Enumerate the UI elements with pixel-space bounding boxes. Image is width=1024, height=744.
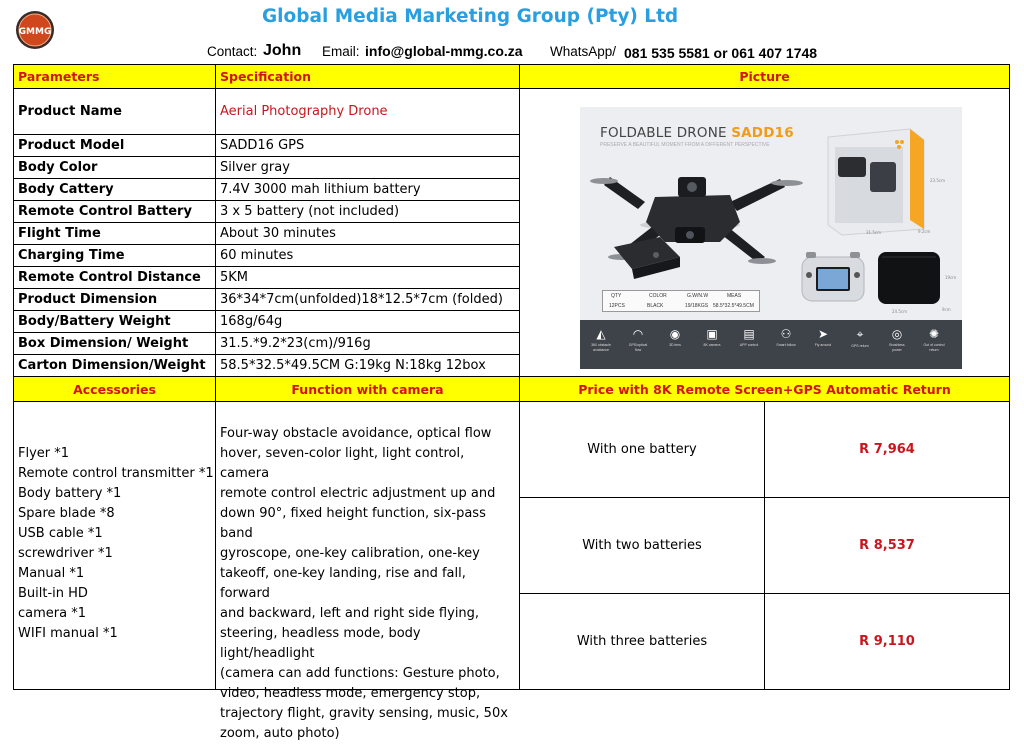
photo-title: FOLDABLE DRONE SADD16 [600,125,794,141]
accessory-item: camera *1 [18,606,86,621]
photo-subtitle: PRESERVE A BEAUTIFUL MOMENT FROM A DIFFERENT PERSPECTIVE [600,142,770,148]
spec-remote-battery: 3 x 5 battery (not included) [215,200,520,223]
param-product-model: Product Model [13,134,216,157]
obstacle-icon: ◭ 360 obstacle avoidance [591,327,611,352]
light-icon: ✺ Out of control return [923,327,945,352]
feature-strip [580,320,962,369]
header-function: Function with camera [215,376,520,402]
function-line: down 90°, fixed height function, six-pass band [220,506,486,541]
accessory-item: Manual *1 [18,566,85,581]
spec-remote-distance: 5KM [215,266,520,289]
dim-label: 24.5cm [892,309,908,314]
contact-label: Contact: [207,44,258,59]
function-line: and backward, left and right side flying, [220,606,480,621]
logo-text: GMMG [18,27,52,37]
spec-carton-dimension: 58.5*32.5*49.5CM G:19kg N:18kg 12box [215,354,520,377]
param-body-color: Body Color [13,156,216,179]
spec-body-battery: 7.4V 3000 mah lithium battery [215,178,520,201]
spec-flight-time: About 30 minutes [215,222,520,245]
price-option-label: With three batteries [519,593,765,690]
header-picture: Picture [519,64,1010,89]
price-value: R 8,537 [764,497,1010,594]
accessories-list [13,401,216,690]
accessory-item: USB cable *1 [18,526,103,541]
header-parameters: Parameters [13,64,216,89]
follow-icon: ⚇ Smart follow [776,327,796,347]
dim-label: 23.5cm [930,178,946,183]
whatsapp-number: 081 535 5581 or 061 407 1748 [624,45,818,61]
header-specification: Specification [215,64,520,89]
wifi-icon: ◠ GPS/optical flow [628,327,648,352]
contact-name: John [263,42,302,59]
route-icon: ➤ Fly around [814,327,832,347]
dim-label: 19cm [945,275,957,280]
gps-icon: ⌖ GPS return [851,327,869,348]
param-box-dimension: Box Dimension/ Weight [13,332,216,355]
accessory-item: Spare blade *8 [18,506,115,521]
dim-label: 9.2cm [918,229,931,234]
param-body-battery-weight: Body/Battery Weight [13,310,216,333]
spec-box-dimension: 31.5.*9.2*23(cm)/916g [215,332,520,355]
function-line: video, headless mode, emergency stop, [220,686,481,701]
box-spec-table: QTY COLOR G.W/N.W MEAS 12PCS BLACK 19/18KGS 58.5*32.5*49.5CM [602,290,760,312]
spec-product-dimension: 36*34*7cm(unfolded)18*12.5*7cm (folded) [215,288,520,311]
price-value: R 7,964 [764,401,1010,498]
function-line: Four-way obstacle avoidance, optical flow [220,426,492,441]
spec-product-name: Aerial Photography Drone [215,88,520,135]
gimbal-icon: ◉ 3D lens [669,327,681,347]
spec-body-color: Silver gray [215,156,520,179]
function-line: hover, seven-color light, light control, camera [220,446,465,481]
function-line: takeoff, one-key landing, rise and fall, forward [220,566,466,601]
param-carton-dimension: Carton Dimension/Weight [13,354,216,377]
company-logo [15,10,55,50]
remote-icon: ▤ APP control [739,327,759,347]
accessory-item: Built-in HD [18,586,88,601]
camera-icon: ▣ 8K camera [703,327,721,347]
function-line: remote control electric adjustment up and [220,486,496,501]
param-product-dimension: Product Dimension [13,288,216,311]
whatsapp-label: WhatsApp/ [550,44,617,59]
dim-label: 9cm [942,307,951,312]
price-value: R 9,110 [764,593,1010,690]
brushless-icon: ◎ Brushless power [889,327,905,352]
param-product-name: Product Name [13,88,216,135]
param-flight-time: Flight Time [13,222,216,245]
function-line: trajectory flight, gravity sensing, music, 50x [220,706,508,721]
accessory-item: Remote control transmitter *1 [18,466,214,481]
param-remote-distance: Remote Control Distance [13,266,216,289]
function-line: steering, headless mode, body light/headlight [220,626,421,661]
accessory-item: Flyer *1 [18,446,70,461]
email-label: Email: [322,44,360,59]
spec-body-battery-weight: 168g/64g [215,310,520,333]
param-remote-battery: Remote Control Battery [13,200,216,223]
price-option-label: With one battery [519,401,765,498]
function-description [215,401,520,741]
company-name: Global Media Marketing Group (Pty) Ltd [262,6,679,27]
accessory-item: screwdriver *1 [18,546,113,561]
spec-charging-time: 60 minutes [215,244,520,267]
param-charging-time: Charging Time [13,244,216,267]
price-option-label: With two batteries [519,497,765,594]
spec-product-model: SADD16 GPS [215,134,520,157]
product-photo [580,107,962,369]
header-price: Price with 8K Remote Screen+GPS Automatic Return [519,376,1010,402]
header-accessories: Accessories [13,376,216,402]
function-line: gyroscope, one-key calibration, one-key [220,546,480,561]
function-line: (camera can add functions: Gesture photo, [220,666,500,681]
accessory-item: Body battery *1 [18,486,122,501]
email-address[interactable]: info@global-mmg.co.za [365,43,523,59]
param-body-battery: Body Cattery [13,178,216,201]
dim-label: 31.5cm [866,230,882,235]
accessory-item: WIFI manual *1 [18,626,118,641]
function-line: zoom, auto photo) [220,726,340,741]
